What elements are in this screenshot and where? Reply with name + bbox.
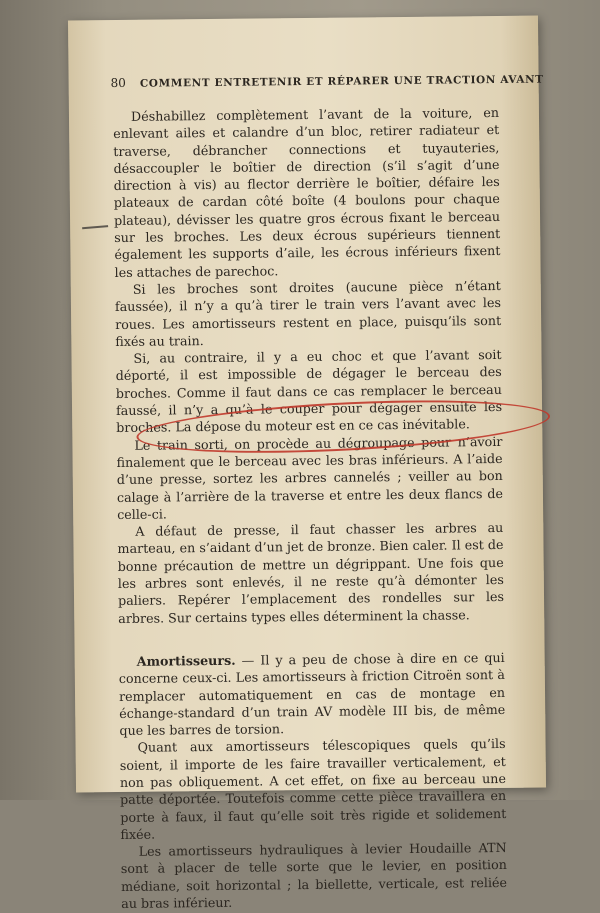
paragraph-telescopic: Quant aux amortisseurs télescopiques quels qu’ils soient, il importe de les faire travailler verticalement, et non pas obliquement. A cet effet, on fixe au berceau une patte déportée. Toutefois comme cette pièce travaillera en porte à faux, il faut qu’elle soit très rigide et solidement fixée.	[119, 736, 507, 842]
body-text	[113, 104, 507, 912]
running-head	[110, 72, 544, 91]
paragraph-ungrouping: Le train sorti, on procède au dégroupage pour n’avoir finalement que le berceau avec les bras inférieurs. A l’aide d’une presse, sortez les arbres cannelés ; veiller au bon calage à l’arrière de la traverse et entre les deux flancs de celle-ci.	[116, 433, 504, 522]
running-title: COMMENT ENTRETENIR ET RÉPARER UNE TRACTION AVANT	[139, 73, 544, 90]
page-content	[110, 72, 544, 912]
paragraph-hydraulic: Les amortisseurs hydrauliques à levier Houdaille ATN sont à placer de telle sorte que le levier, en position médiane, soit horizontal ; la biellette, verticale, est reliée au bras inférieur.	[120, 840, 508, 912]
book-page	[68, 16, 546, 912]
page-number: 80	[110, 75, 126, 91]
pencil-margin-mark	[82, 225, 108, 229]
paragraph-disassembly: Déshabillez complètement l’avant de la voiture, en enlevant ailes et calandre d’un bloc, retirer radiateur et traverse, débrancher connections et tuyauteries, désaccoupler le boîtier de direction (s’il s’agit d’une direction à vis) au flector derrière le boîtier, défaire les plateaux de cardan côté boîte (4 boulons pour chaque plateau), dévisser les quatre gros écrous fixant le berceau sur les broches. Les deux écrous supérieurs tiennent également les supports d’aile, les écrous inférieurs fixent les attaches de parechoc.	[113, 104, 501, 280]
section-intro-text: — Il y a peu de chose à dire en ce qui concerne ceux-ci. Les amortisseurs à friction Citroën sont à remplacer automatiquement en cas de montage en échange-standard d’un train AV modèle III bis, de même que les barres de torsion.	[118, 649, 506, 739]
paragraph-shock-absorbers	[119, 649, 506, 740]
paragraph-straight-pins: Si les broches sont droites (aucune pièce n’étant faussée), il n’y a qu’à tirer le train vers l’avant avec les roues. Les amortisseurs restent en place, puisqu’ils sont fixés au train.	[114, 277, 502, 349]
paragraph-no-press: A défaut de presse, il faut chasser les arbres au marteau, en s’aidant d’un jet de bronze. Bien caler. Il est de bonne précaution de mettre un dégrippant. Une fois que les arbres sont enlevés, il ne reste qu’à démonter les paliers. Repérer l’emplacement des rondelles sur les arbres. Sur certains types elles déterminent la chasse.	[117, 520, 505, 626]
section-heading-amortisseurs: Amortisseurs.	[136, 652, 236, 669]
paragraph-offset-front: Si, au contraire, il y a eu choc et que l’avant soit déporté, il est impossible de dégager le berceau des broches. Comme il faut dans ce cas remplacer le berceau faussé, il n’y a qu’à le couper pour dégager ensuite les broches. La dépose du moteur est en ce cas inévitable.	[115, 347, 503, 436]
